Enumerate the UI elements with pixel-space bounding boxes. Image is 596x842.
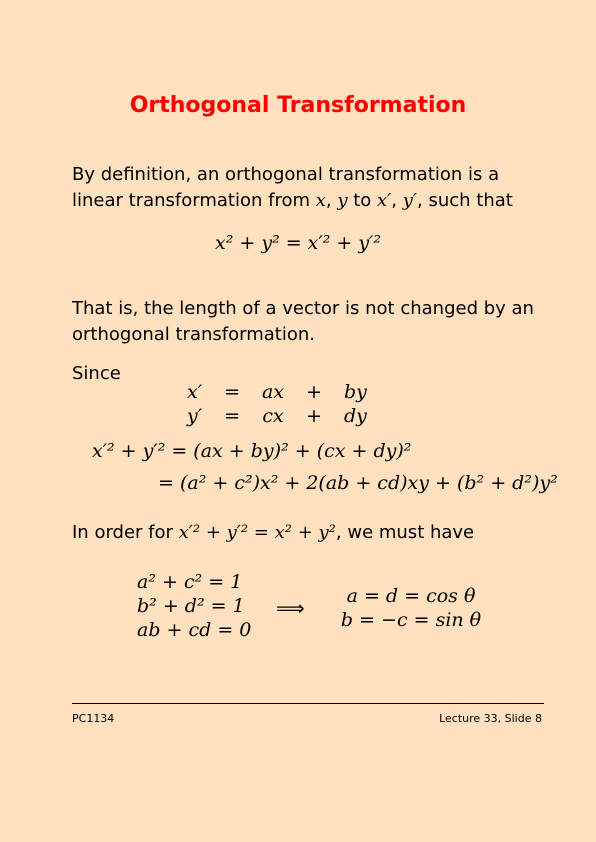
since-label: Since [72,363,121,384]
system-cell: y′ [187,405,203,427]
intro-comma: , [391,190,403,211]
var-y-prime: y′ [402,190,417,211]
system-cell: by [343,381,367,403]
footer-divider [72,703,544,704]
system-cell: x′ [187,381,203,403]
system-cell: + [306,381,322,403]
condition: ab + cd = 0 [137,619,252,641]
linear-system [176,380,378,428]
system-cell: ax [261,381,285,403]
condition: a² + c² = 1 [137,571,243,593]
intro-paragraph [72,162,542,214]
results-block [336,584,486,632]
slide-title: Orthogonal Transformation [129,93,467,118]
expansion-line-2: = (a² + c²)x² + 2(ab + cd)xy + (b² + d²)y² [158,472,558,494]
intro-comma: , [325,190,338,211]
footer-slide-info: Lecture 33, Slide 8 [439,712,542,725]
system-cell: = [224,381,240,403]
var-x-prime: x′ [377,190,392,211]
result: b = −c = sin θ [340,609,482,631]
var-x: x [315,190,326,211]
order-text: In order for [72,522,179,543]
order-text-end: , we must have [335,522,475,543]
length-paragraph: That is, the length of a vector is not changed by an orthogonal transformation. [72,298,534,345]
system-row [176,404,378,428]
result: a = d = cos θ [346,585,476,607]
intro-text: By definition, an orthogonal transformation is a linear transformation from [72,164,500,211]
intro-to: to [347,190,378,211]
invariance-equation: x² + y² = x′² + y′² [215,232,381,254]
system-cell: cx [262,405,284,427]
order-equation: x′² + y′² = x² + y² [178,522,336,543]
order-paragraph [72,520,542,546]
intro-text-end: , such that [417,190,513,211]
footer-course-code: PC1134 [72,712,115,725]
system-cell: + [306,405,322,427]
system-cell: dy [343,405,367,427]
condition: b² + d² = 1 [137,595,245,617]
system-row [176,380,378,404]
expansion-line-1: x′² + y′² = (ax + by)² + (cx + dy)² [92,440,412,462]
system-cell: = [224,405,240,427]
conditions-block [137,570,251,642]
implies-arrow-icon: ⟹ [276,596,305,620]
var-y: y [337,190,348,211]
